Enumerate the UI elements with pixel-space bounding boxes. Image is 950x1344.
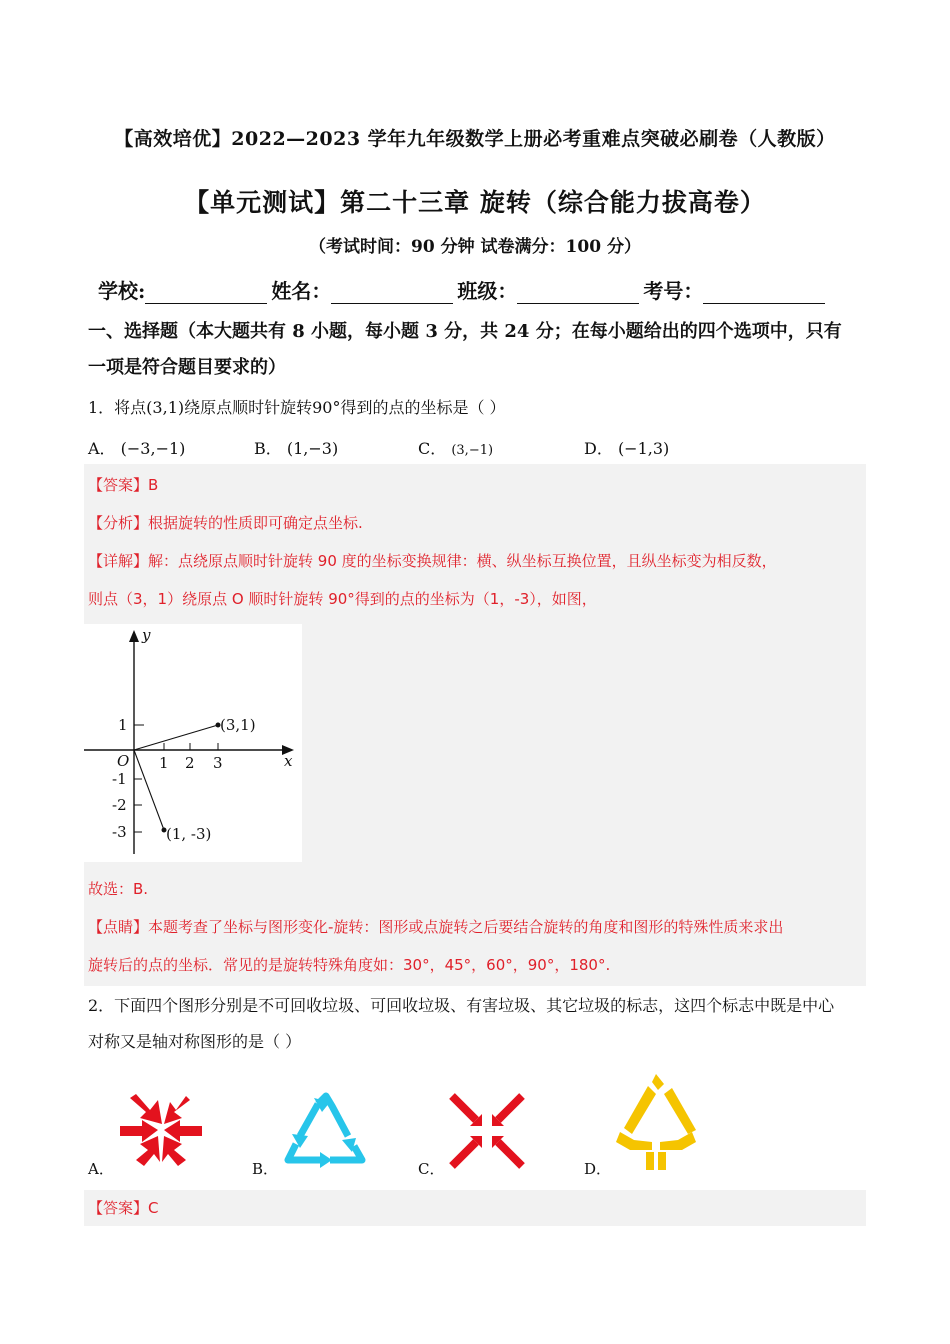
y-axis-label: y bbox=[142, 626, 151, 644]
y-tick-neg3: -3 bbox=[112, 823, 127, 841]
point-3-1-label: (3,1) bbox=[220, 716, 256, 734]
school-label: 学校: bbox=[98, 279, 146, 303]
analysis-1: 【分析】根据旋转的性质即可确定点坐标. bbox=[88, 514, 363, 532]
question-1-stem: 1．将点(3,1)绕原点顺时针旋转90°得到的点的坐标是（ ） bbox=[88, 398, 506, 417]
school-blank[interactable] bbox=[145, 283, 267, 304]
question-2-options bbox=[0, 1066, 950, 1186]
option-d-symbol[interactable] bbox=[612, 1072, 700, 1172]
class-blank[interactable] bbox=[517, 283, 639, 304]
point-1-neg3-label: (1, -3) bbox=[166, 825, 212, 843]
coordinate-graph bbox=[84, 624, 302, 862]
option-b[interactable]: B． (1,−3) bbox=[254, 439, 339, 458]
option-c[interactable]: C． (3,−1) bbox=[418, 439, 494, 458]
exam-number-blank[interactable] bbox=[703, 283, 825, 304]
name-label: 姓名： bbox=[271, 279, 332, 303]
section-heading-line1: 一、选择题（本大题共有 8 小题，每小题 3 分，共 24 分；在每小题给出的四个选项中，只有 bbox=[88, 321, 842, 342]
option-b-symbol[interactable] bbox=[280, 1088, 370, 1170]
answer-1: 【答案】B bbox=[88, 476, 159, 494]
option-a[interactable]: A． (−3,−1) bbox=[88, 439, 186, 458]
option-a-symbol[interactable] bbox=[116, 1092, 206, 1168]
y-tick-neg1: -1 bbox=[112, 770, 127, 788]
section-heading-line2: 一项是符合题目要求的） bbox=[88, 357, 286, 378]
question-1-solution bbox=[84, 464, 866, 986]
answer-2: 【答案】C bbox=[88, 1199, 159, 1217]
option-c-label[interactable]: C． bbox=[418, 1160, 445, 1178]
option-b-label[interactable]: B． bbox=[252, 1160, 279, 1178]
origin-label: O bbox=[117, 752, 130, 770]
question-2-stem-line1: 2．下面四个图形分别是不可回收垃圾、可回收垃圾、有害垃圾、其它垃圾的标志，这四个标志中既是中心 bbox=[88, 996, 835, 1015]
x-tick-3: 3 bbox=[213, 754, 223, 772]
x-tick-1: 1 bbox=[159, 754, 169, 772]
coordinate-graph-svg bbox=[84, 624, 302, 862]
choose-1: 故选：B. bbox=[88, 880, 149, 898]
y-tick-neg2: -2 bbox=[112, 796, 127, 814]
option-d[interactable]: D． (−1,3) bbox=[584, 439, 670, 458]
student-info-fields bbox=[98, 275, 829, 304]
question-1-options bbox=[88, 436, 868, 460]
tip-1-line1: 【点睛】本题考查了坐标与图形变化-旋转：图形或点旋转之后要结合旋转的角度和图形的特殊性质来求出 bbox=[88, 918, 784, 936]
question-2-solution bbox=[84, 1190, 866, 1226]
detail-1-line2: 则点（3，1）绕原点 O 顺时针旋转 90°得到的点的坐标为（1，-3），如图， bbox=[88, 590, 597, 608]
exam-info: （考试时间：90 分钟 试卷满分：100 分） bbox=[309, 237, 641, 257]
tip-1-line2: 旋转后的点的坐标．常见的是旋转特殊角度如：30°，45°，60°，90°，180°. bbox=[88, 956, 611, 974]
y-tick-1: 1 bbox=[118, 716, 128, 734]
x-tick-2: 2 bbox=[185, 754, 195, 772]
option-a-label[interactable]: A． bbox=[88, 1160, 114, 1178]
page-title: 【高效培优】2022—2023 学年九年级数学上册必考重难点突破必刷卷（人教版） bbox=[114, 128, 836, 150]
section-heading bbox=[88, 314, 868, 386]
detail-1-line1: 【详解】解：点绕原点顺时针旋转 90 度的坐标变换规律：横、纵坐标互换位置，且纵坐标变为相反数， bbox=[88, 552, 777, 570]
name-blank[interactable] bbox=[331, 283, 453, 304]
question-2-stem bbox=[88, 988, 868, 1060]
exam-number-label: 考号： bbox=[643, 279, 704, 303]
x-axis-label: x bbox=[284, 752, 293, 770]
option-d-label[interactable]: D． bbox=[584, 1160, 612, 1178]
class-label: 班级： bbox=[457, 279, 518, 303]
option-c-symbol[interactable] bbox=[446, 1090, 528, 1172]
question-2-stem-line2: 对称又是轴对称图形的是（ ） bbox=[88, 1032, 302, 1051]
unit-test-title: 【单元测试】第二十三章 旋转（综合能力拔高卷） bbox=[184, 188, 766, 217]
